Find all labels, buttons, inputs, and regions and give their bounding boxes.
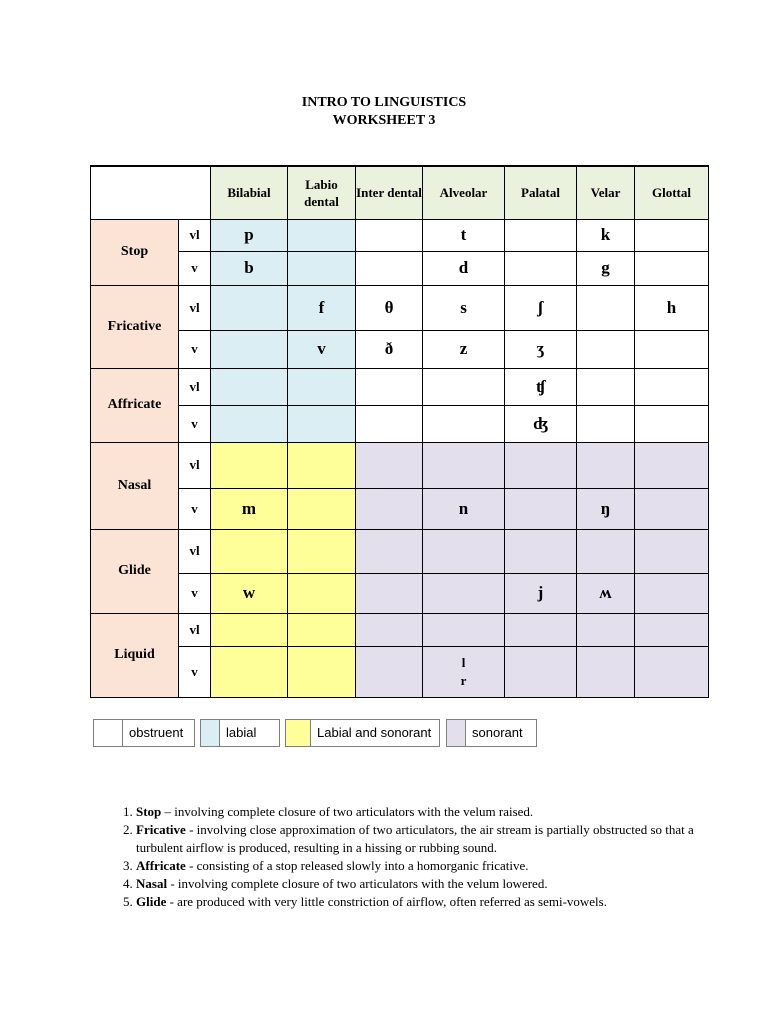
definition-item: [136, 875, 706, 893]
definition-text: - involving close approximation of two articulators, the air stream is partially obstructed so that a turbulent airflow is produced, resulting in a hissing or rubbing sound.: [136, 822, 694, 855]
cell-empty: [577, 646, 635, 697]
cell-empty: [211, 646, 288, 697]
row-fricative-vl: [91, 285, 709, 330]
voicing-label: v: [179, 573, 211, 613]
cell-empty: [635, 368, 709, 405]
legend-label: obstruent: [129, 725, 184, 740]
legend-swatch: [447, 720, 466, 746]
cell-stop-vl-velar: k: [577, 219, 635, 251]
cell-empty: [288, 219, 356, 251]
cell-empty: [288, 251, 356, 285]
voicing-label: vl: [179, 442, 211, 488]
cell-stop-vl-alveolar: t: [423, 219, 505, 251]
cell-empty: [211, 442, 288, 488]
definition-term: Fricative: [136, 822, 186, 837]
cell-empty: [577, 529, 635, 573]
cell-empty: [356, 219, 423, 251]
col-header-interdental: [356, 166, 423, 219]
col-header-labiodental-text: Labio dental: [304, 176, 339, 209]
legend-labial: [200, 719, 280, 747]
cell-fric-v-palatal: ʒ: [505, 330, 577, 368]
col-header-interdental-text: Inter dental: [356, 185, 422, 201]
row-nasal-vl: [91, 442, 709, 488]
voicing-label: vl: [179, 368, 211, 405]
definition-text: - consisting of a stop released slowly into a homorganic fricative.: [185, 858, 529, 873]
voicing-label: vl: [179, 529, 211, 573]
cell-empty: [211, 330, 288, 368]
voicing-label: v: [179, 251, 211, 285]
cell-empty: [505, 613, 577, 646]
legend-swatch: [286, 720, 311, 746]
row-liquid-vl: [91, 613, 709, 646]
cell-empty: [356, 613, 423, 646]
manner-liquid: Liquid: [91, 613, 179, 697]
definition-text: - involving complete closure of two articulators with the velum lowered.: [167, 876, 548, 891]
cell-empty: [356, 529, 423, 573]
cell-empty: [211, 285, 288, 330]
voicing-label: vl: [179, 285, 211, 330]
worksheet-subtitle: WORKSHEET 3: [332, 113, 436, 128]
cell-empty: [635, 251, 709, 285]
legend-labial-sonorant: [285, 719, 440, 747]
cell-empty: [423, 368, 505, 405]
row-stop-v: [91, 251, 709, 285]
voicing-label: vl: [179, 613, 211, 646]
consonant-chart: [90, 165, 709, 698]
cell-stop-vl-bilabial: p: [211, 219, 288, 251]
voicing-label: v: [179, 646, 211, 697]
definition-item: [136, 803, 706, 821]
cell-empty: [505, 442, 577, 488]
cell-empty: [635, 330, 709, 368]
cell-empty: [211, 368, 288, 405]
definition-item: [136, 821, 706, 857]
definition-text: – involving complete closure of two articulators with the velum raised.: [161, 804, 534, 819]
definition-term: Affricate: [136, 858, 186, 873]
cell-fric-v-interdental: ð: [356, 330, 423, 368]
cell-empty: [211, 405, 288, 442]
voicing-label: v: [179, 405, 211, 442]
cell-empty: [577, 368, 635, 405]
cell-empty: [505, 488, 577, 529]
col-header-glottal: Glottal: [635, 166, 709, 219]
cell-empty: [577, 613, 635, 646]
cell-empty: [288, 368, 356, 405]
cell-liquid-v-alveolar: [423, 646, 505, 697]
row-affricate-vl: [91, 368, 709, 405]
legend-swatch: [201, 720, 220, 746]
definitions-list: [110, 803, 706, 911]
cell-empty: [288, 488, 356, 529]
definition-term: Glide: [136, 894, 167, 909]
cell-aff-v-palatal: ʤ: [505, 405, 577, 442]
cell-empty: [288, 646, 356, 697]
legend-obstruent: [93, 719, 195, 747]
cell-empty: [288, 613, 356, 646]
cell-empty: [505, 219, 577, 251]
cell-empty: [635, 529, 709, 573]
cell-empty: [635, 442, 709, 488]
cell-empty: [423, 613, 505, 646]
cell-empty: [288, 529, 356, 573]
cell-fric-vl-interdental: θ: [356, 285, 423, 330]
cell-nasal-v-bilabial: m: [211, 488, 288, 529]
cell-empty: [635, 405, 709, 442]
definition-item: [136, 893, 706, 911]
row-nasal-v: [91, 488, 709, 529]
cell-stop-v-alveolar: d: [423, 251, 505, 285]
cell-empty: [356, 251, 423, 285]
legend-label: labial: [226, 725, 257, 740]
cell-empty: [288, 442, 356, 488]
cell-empty: [356, 405, 423, 442]
manner-affricate: Affricate: [91, 368, 179, 442]
cell-empty: [423, 573, 505, 613]
manner-glide: Glide: [91, 529, 179, 613]
cell-empty: [635, 488, 709, 529]
cell-fric-vl-glottal: h: [635, 285, 709, 330]
cell-empty: [211, 529, 288, 573]
legend-label: sonorant: [472, 725, 523, 740]
cell-fric-v-labiodental: v: [288, 330, 356, 368]
cell-glide-v-velar: ʍ: [577, 573, 635, 613]
col-header-velar: Velar: [577, 166, 635, 219]
definition-term: Nasal: [136, 876, 168, 891]
row-glide-v: [91, 573, 709, 613]
cell-empty: [356, 368, 423, 405]
cell-glide-v-bilabial: w: [211, 573, 288, 613]
liquid-r: r: [460, 672, 467, 688]
legend-label: Labial and sonorant: [317, 725, 432, 740]
cell-stop-v-bilabial: b: [211, 251, 288, 285]
row-fricative-v: [91, 330, 709, 368]
cell-empty: [423, 529, 505, 573]
cell-empty: [635, 219, 709, 251]
cell-empty: [288, 573, 356, 613]
cell-empty: [211, 613, 288, 646]
cell-empty: [635, 573, 709, 613]
cell-fric-vl-palatal: ʃ: [505, 285, 577, 330]
cell-empty: [356, 442, 423, 488]
row-liquid-v: [91, 646, 709, 697]
cell-fric-vl-labiodental: f: [288, 285, 356, 330]
row-stop-vl: [91, 219, 709, 251]
definition-term: Stop: [136, 804, 162, 819]
col-header-bilabial: Bilabial: [211, 166, 288, 219]
definition-item: [136, 857, 706, 875]
cell-empty: [577, 285, 635, 330]
voicing-label: vl: [179, 219, 211, 251]
cell-empty: [635, 646, 709, 697]
corner-cell: [91, 166, 211, 219]
cell-empty: [505, 646, 577, 697]
manner-fricative: Fricative: [91, 285, 179, 368]
manner-stop: Stop: [91, 219, 179, 285]
cell-stop-v-velar: g: [577, 251, 635, 285]
cell-aff-vl-palatal: ʧ: [505, 368, 577, 405]
liquid-l: l: [461, 654, 466, 670]
cell-nasal-v-alveolar: n: [423, 488, 505, 529]
cell-empty: [423, 442, 505, 488]
row-affricate-v: [91, 405, 709, 442]
col-header-palatal: Palatal: [505, 166, 577, 219]
manner-nasal: Nasal: [91, 442, 179, 529]
cell-empty: [356, 573, 423, 613]
cell-empty: [577, 405, 635, 442]
cell-empty: [505, 251, 577, 285]
cell-fric-vl-alveolar: s: [423, 285, 505, 330]
cell-fric-v-alveolar: z: [423, 330, 505, 368]
cell-empty: [505, 529, 577, 573]
legend-swatch: [94, 720, 123, 746]
cell-empty: [577, 442, 635, 488]
cell-glide-v-palatal: j: [505, 573, 577, 613]
cell-empty: [356, 646, 423, 697]
cell-nasal-v-velar: ŋ: [577, 488, 635, 529]
row-glide-vl: [91, 529, 709, 573]
header-row: [91, 166, 709, 219]
voicing-label: v: [179, 330, 211, 368]
cell-empty: [635, 613, 709, 646]
legend-sonorant: [446, 719, 537, 747]
col-header-labiodental: [288, 166, 356, 219]
cell-empty: [577, 330, 635, 368]
cell-empty: [423, 405, 505, 442]
cell-empty: [356, 488, 423, 529]
cell-empty: [288, 405, 356, 442]
worksheet-title: INTRO TO LINGUISTICS: [301, 95, 467, 110]
col-header-alveolar: Alveolar: [423, 166, 505, 219]
voicing-label: v: [179, 488, 211, 529]
definition-text: - are produced with very little constriction of airflow, often referred as semi-vowels.: [166, 894, 607, 909]
